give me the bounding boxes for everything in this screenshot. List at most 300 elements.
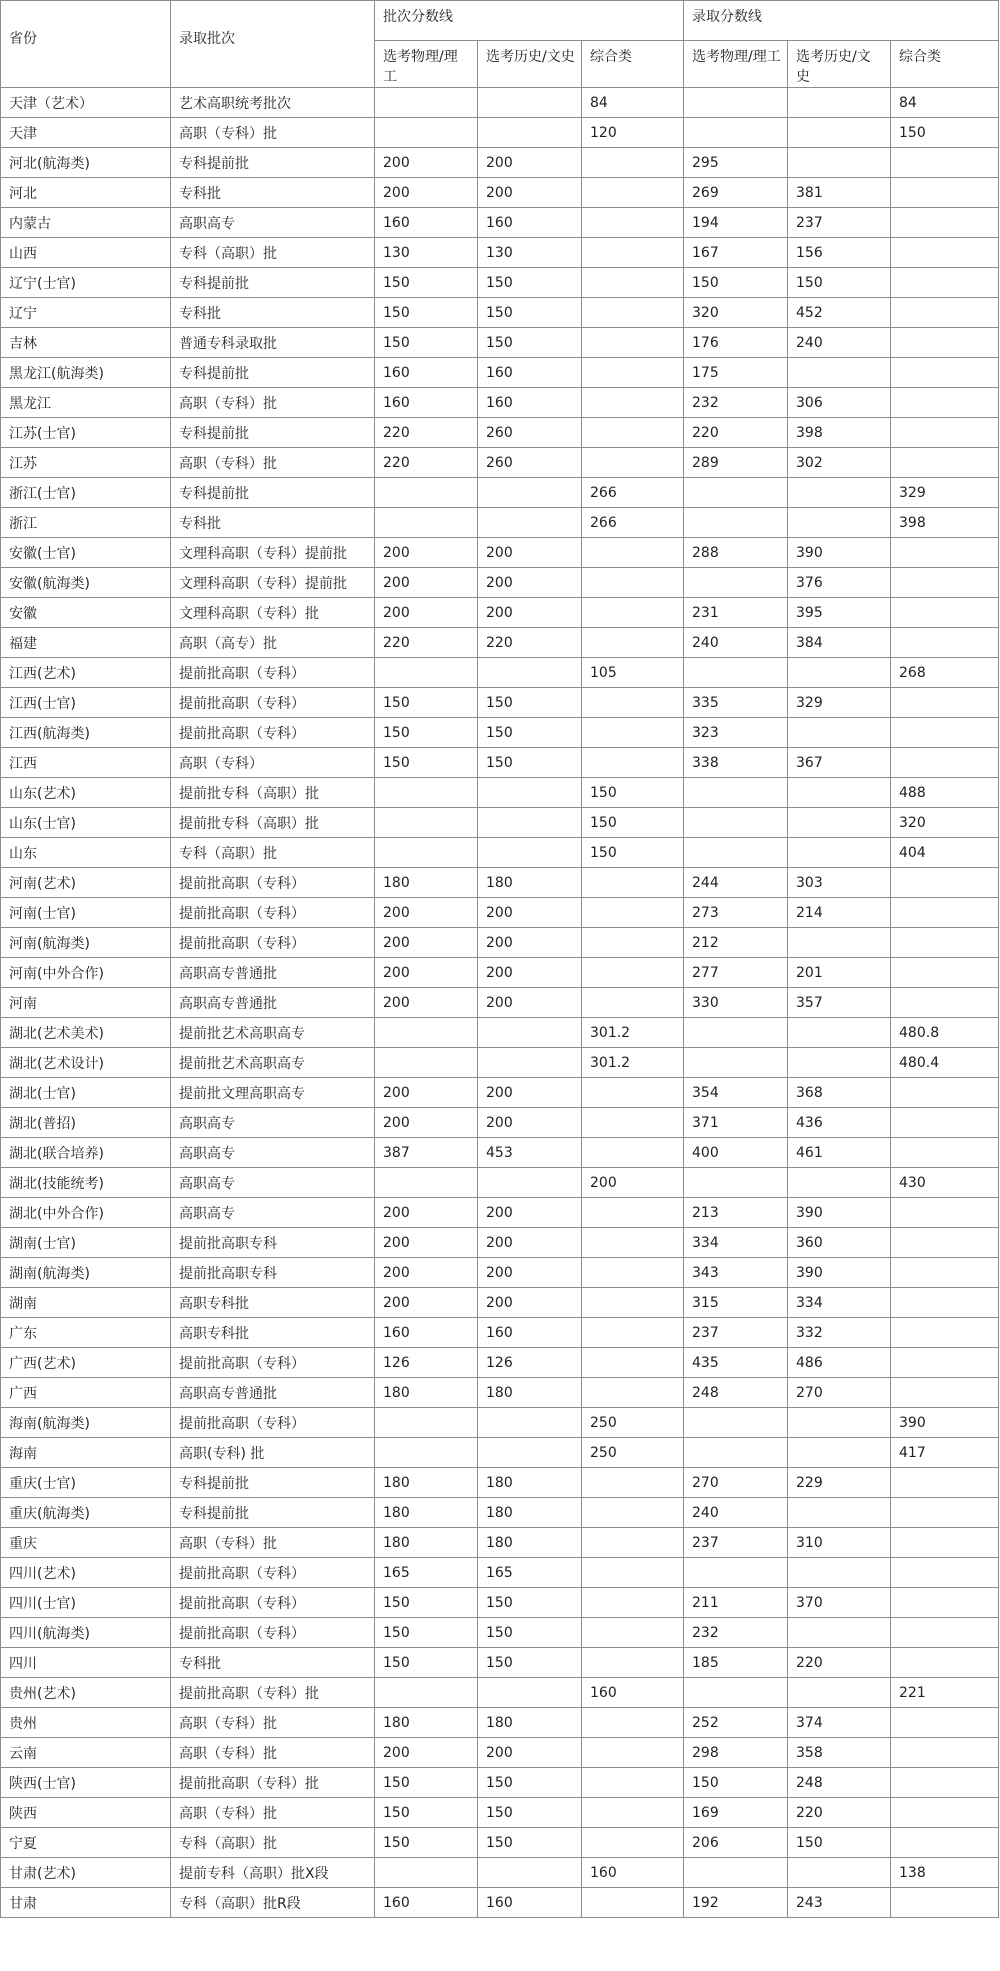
table-row bbox=[1, 1648, 999, 1678]
batch-cell: 高职专科批 bbox=[171, 1288, 375, 1318]
table-row bbox=[1, 418, 999, 448]
admission-history-cell: 150 bbox=[788, 1828, 891, 1858]
batch-history-cell: 150 bbox=[478, 1618, 582, 1648]
table-row bbox=[1, 1498, 999, 1528]
batch-cell: 专科批 bbox=[171, 298, 375, 328]
admission-history-cell: 358 bbox=[788, 1738, 891, 1768]
admission-comprehensive-cell bbox=[891, 868, 999, 898]
table-row bbox=[1, 1528, 999, 1558]
admission-history-cell: 436 bbox=[788, 1108, 891, 1138]
table-row bbox=[1, 1888, 999, 1918]
batch-comprehensive-cell: 301.2 bbox=[582, 1048, 684, 1078]
admission-physics-cell: 338 bbox=[684, 748, 788, 778]
table-row bbox=[1, 1468, 999, 1498]
admission-history-cell bbox=[788, 1438, 891, 1468]
batch-history-cell bbox=[478, 1678, 582, 1708]
admission-comprehensive-cell bbox=[891, 958, 999, 988]
batch-header: 录取批次 bbox=[171, 1, 375, 88]
admission-physics-cell: 212 bbox=[684, 928, 788, 958]
table-row bbox=[1, 1858, 999, 1888]
batch-cell: 提前批高职（专科） bbox=[171, 1558, 375, 1588]
admission-physics-cell: 194 bbox=[684, 208, 788, 238]
admission-comprehensive-cell bbox=[891, 1468, 999, 1498]
admission-history-cell: 334 bbox=[788, 1288, 891, 1318]
table-row bbox=[1, 358, 999, 388]
province-cell: 湖北(艺术美术) bbox=[1, 1018, 171, 1048]
province-cell: 四川 bbox=[1, 1648, 171, 1678]
batch-history-cell: 200 bbox=[478, 568, 582, 598]
province-cell: 山东 bbox=[1, 838, 171, 868]
batch-history-cell bbox=[478, 1168, 582, 1198]
province-cell: 天津 bbox=[1, 118, 171, 148]
batch-physics-cell bbox=[375, 1048, 478, 1078]
table-row bbox=[1, 268, 999, 298]
batch-history-cell: 160 bbox=[478, 1318, 582, 1348]
admission-comprehensive-cell: 390 bbox=[891, 1408, 999, 1438]
admission-history-cell: 390 bbox=[788, 538, 891, 568]
admission-physics-cell: 167 bbox=[684, 238, 788, 268]
batch-physics-cell: 180 bbox=[375, 1498, 478, 1528]
batch-comprehensive-cell: 250 bbox=[582, 1408, 684, 1438]
batch-comprehensive-cell: 160 bbox=[582, 1678, 684, 1708]
batch-physics-cell: 150 bbox=[375, 1768, 478, 1798]
batch-physics-cell: 220 bbox=[375, 418, 478, 448]
province-cell: 宁夏 bbox=[1, 1828, 171, 1858]
admission-physics-cell: 354 bbox=[684, 1078, 788, 1108]
batch-history-cell: 180 bbox=[478, 1708, 582, 1738]
admission-physics-cell: 435 bbox=[684, 1348, 788, 1378]
admission-physics-cell: 192 bbox=[684, 1888, 788, 1918]
table-row bbox=[1, 988, 999, 1018]
batch-cell: 高职专科批 bbox=[171, 1318, 375, 1348]
batch-comprehensive-cell bbox=[582, 268, 684, 298]
batch-comprehensive-cell bbox=[582, 958, 684, 988]
admission-comprehensive-cell bbox=[891, 1498, 999, 1528]
batch-history-cell: 160 bbox=[478, 388, 582, 418]
table-row bbox=[1, 148, 999, 178]
table-row bbox=[1, 718, 999, 748]
batch-cell: 提前批高职（专科） bbox=[171, 898, 375, 928]
admission-physics-cell bbox=[684, 1048, 788, 1078]
batch-comprehensive-cell bbox=[582, 208, 684, 238]
batch-physics-cell: 150 bbox=[375, 718, 478, 748]
province-header: 省份 bbox=[1, 1, 171, 88]
batch-history-cell bbox=[478, 118, 582, 148]
batch-physics-cell: 150 bbox=[375, 1828, 478, 1858]
admission-history-cell bbox=[788, 808, 891, 838]
batch-cell: 专科批 bbox=[171, 1648, 375, 1678]
admission-physics-cell bbox=[684, 808, 788, 838]
admission-history-cell bbox=[788, 928, 891, 958]
admission-comprehensive-cell bbox=[891, 208, 999, 238]
admission-history-cell bbox=[788, 1408, 891, 1438]
batch-physics-cell: 387 bbox=[375, 1138, 478, 1168]
admission-physics-cell: 240 bbox=[684, 1498, 788, 1528]
batch-comprehensive-cell bbox=[582, 328, 684, 358]
admission-comprehensive-cell bbox=[891, 748, 999, 778]
batch-history-cell bbox=[478, 778, 582, 808]
admission-history-cell bbox=[788, 1858, 891, 1888]
admission-comprehensive-cell: 329 bbox=[891, 478, 999, 508]
batch-comprehensive-cell: 301.2 bbox=[582, 1018, 684, 1048]
batch-physics-cell bbox=[375, 118, 478, 148]
admission-comprehensive-cell bbox=[891, 1378, 999, 1408]
batch-history-cell: 150 bbox=[478, 298, 582, 328]
admission-history-cell bbox=[788, 478, 891, 508]
admission-physics-cell: 277 bbox=[684, 958, 788, 988]
batch-comprehensive-cell bbox=[582, 1138, 684, 1168]
province-cell: 湖南(士官) bbox=[1, 1228, 171, 1258]
admission-physics-cell bbox=[684, 658, 788, 688]
batch-comprehensive-cell bbox=[582, 1888, 684, 1918]
admission-history-cell: 384 bbox=[788, 628, 891, 658]
batch-comprehensive-cell bbox=[582, 1738, 684, 1768]
admission-comprehensive-cell: 221 bbox=[891, 1678, 999, 1708]
province-cell: 湖南 bbox=[1, 1288, 171, 1318]
batch-physics-cell: 200 bbox=[375, 988, 478, 1018]
batch-comprehensive-cell bbox=[582, 1198, 684, 1228]
admission-comprehensive-cell bbox=[891, 1108, 999, 1138]
batch-history-cell bbox=[478, 1858, 582, 1888]
admission-history-cell: 150 bbox=[788, 268, 891, 298]
province-cell: 山东(士官) bbox=[1, 808, 171, 838]
province-cell: 浙江(士官) bbox=[1, 478, 171, 508]
table-row bbox=[1, 478, 999, 508]
province-cell: 辽宁 bbox=[1, 298, 171, 328]
admission-history-cell bbox=[788, 718, 891, 748]
admission-comprehensive-cell: 320 bbox=[891, 808, 999, 838]
batch-comprehensive-cell bbox=[582, 448, 684, 478]
batch-cell: 专科批 bbox=[171, 508, 375, 538]
admission-history-cell: 360 bbox=[788, 1228, 891, 1258]
province-cell: 天津（艺术） bbox=[1, 88, 171, 118]
batch-comprehensive-cell bbox=[582, 868, 684, 898]
admission-comprehensive-cell bbox=[891, 1828, 999, 1858]
admission-history-cell: 243 bbox=[788, 1888, 891, 1918]
batch-physics-cell: 160 bbox=[375, 388, 478, 418]
table-row bbox=[1, 1708, 999, 1738]
batch-physics-cell bbox=[375, 1408, 478, 1438]
admission-comprehensive-cell: 404 bbox=[891, 838, 999, 868]
table-row bbox=[1, 958, 999, 988]
batch-history-cell: 220 bbox=[478, 628, 582, 658]
admission-history-cell bbox=[788, 508, 891, 538]
batch-history-cell: 260 bbox=[478, 448, 582, 478]
batch-physics-cell: 150 bbox=[375, 298, 478, 328]
province-cell: 湖北(技能统考) bbox=[1, 1168, 171, 1198]
batch-history-cell: 200 bbox=[478, 598, 582, 628]
batch-physics-cell: 200 bbox=[375, 568, 478, 598]
batch-cell: 提前批高职（专科） bbox=[171, 1408, 375, 1438]
admission-physics-cell: 323 bbox=[684, 718, 788, 748]
admission-physics-cell bbox=[684, 1678, 788, 1708]
table-row bbox=[1, 1618, 999, 1648]
batch-comprehensive-cell bbox=[582, 988, 684, 1018]
admission-comprehensive-cell bbox=[891, 1768, 999, 1798]
batch-history-cell bbox=[478, 1048, 582, 1078]
admission-comprehensive-cell bbox=[891, 1558, 999, 1588]
admission-physics-cell: 400 bbox=[684, 1138, 788, 1168]
province-cell: 湖北(中外合作) bbox=[1, 1198, 171, 1228]
batch-physics-cell: 200 bbox=[375, 1738, 478, 1768]
table-row bbox=[1, 508, 999, 538]
admission-history-cell: 303 bbox=[788, 868, 891, 898]
province-cell: 湖北(联合培养) bbox=[1, 1138, 171, 1168]
table-row bbox=[1, 1678, 999, 1708]
batch-comprehensive-cell bbox=[582, 388, 684, 418]
admission-physics-cell: 273 bbox=[684, 898, 788, 928]
table-row bbox=[1, 1078, 999, 1108]
table-row bbox=[1, 1828, 999, 1858]
batch-history-cell bbox=[478, 478, 582, 508]
table-row bbox=[1, 568, 999, 598]
admission-comprehensive-cell: 398 bbox=[891, 508, 999, 538]
province-cell: 四川(航海类) bbox=[1, 1618, 171, 1648]
table-row bbox=[1, 688, 999, 718]
batch-comprehensive-cell: 266 bbox=[582, 508, 684, 538]
batch-cell: 提前批艺术高职高专 bbox=[171, 1048, 375, 1078]
admission-physics-cell: 220 bbox=[684, 418, 788, 448]
province-cell: 湖南(航海类) bbox=[1, 1258, 171, 1288]
admission-comprehensive-cell bbox=[891, 1138, 999, 1168]
admission-physics-cell bbox=[684, 1558, 788, 1588]
admission-physics-cell: 295 bbox=[684, 148, 788, 178]
admission-history-cell: 395 bbox=[788, 598, 891, 628]
admission-comprehensive-cell bbox=[891, 1708, 999, 1738]
admission-comprehensive-cell bbox=[891, 598, 999, 628]
batch-comprehensive-cell bbox=[582, 1318, 684, 1348]
batch-physics-cell: 200 bbox=[375, 1108, 478, 1138]
province-cell: 山东(艺术) bbox=[1, 778, 171, 808]
batch-physics-cell: 200 bbox=[375, 1228, 478, 1258]
admission-physics-cell: 320 bbox=[684, 298, 788, 328]
batch-comprehensive-cell bbox=[582, 358, 684, 388]
batch-history-cell: 200 bbox=[478, 958, 582, 988]
batch-history-cell bbox=[478, 658, 582, 688]
province-cell: 四川(艺术) bbox=[1, 1558, 171, 1588]
batch-physics-cell bbox=[375, 1858, 478, 1888]
province-cell: 贵州 bbox=[1, 1708, 171, 1738]
province-cell: 重庆 bbox=[1, 1528, 171, 1558]
batch-history-cell: 180 bbox=[478, 1498, 582, 1528]
batch-comprehensive-cell: 150 bbox=[582, 778, 684, 808]
admission-comprehensive-cell bbox=[891, 1648, 999, 1678]
batch-history-cell: 150 bbox=[478, 1798, 582, 1828]
batch-cell: 高职高专 bbox=[171, 1108, 375, 1138]
admission-physics-cell bbox=[684, 1438, 788, 1468]
batch-physics-cell bbox=[375, 1678, 478, 1708]
batch-comprehensive-cell bbox=[582, 1078, 684, 1108]
batch-history-cell: 200 bbox=[478, 148, 582, 178]
table-body bbox=[1, 88, 999, 1918]
province-cell: 浙江 bbox=[1, 508, 171, 538]
batch-history-cell: 150 bbox=[478, 688, 582, 718]
batch-history-cell: 150 bbox=[478, 748, 582, 778]
batch-physics-cell: 150 bbox=[375, 688, 478, 718]
batch-physics-cell: 200 bbox=[375, 148, 478, 178]
table-row bbox=[1, 838, 999, 868]
batch-cell: 文理科高职（专科）提前批 bbox=[171, 568, 375, 598]
admission-comprehensive-cell bbox=[891, 1618, 999, 1648]
admission-history-cell bbox=[788, 658, 891, 688]
admission-physics-cell: 252 bbox=[684, 1708, 788, 1738]
batch-physics-cell: 200 bbox=[375, 538, 478, 568]
table-row bbox=[1, 1138, 999, 1168]
province-cell: 福建 bbox=[1, 628, 171, 658]
admission-comprehensive-cell bbox=[891, 358, 999, 388]
batch-cell: 提前批文理高职高专 bbox=[171, 1078, 375, 1108]
batch-cell: 专科批 bbox=[171, 178, 375, 208]
batch-cell: 提前批专科（高职）批 bbox=[171, 778, 375, 808]
batch-physics-cell: 200 bbox=[375, 1198, 478, 1228]
batch-physics-cell: 150 bbox=[375, 1588, 478, 1618]
province-cell: 吉林 bbox=[1, 328, 171, 358]
admission-physics-cell: 169 bbox=[684, 1798, 788, 1828]
batch-comprehensive-header: 综合类 bbox=[582, 41, 684, 88]
admission-physics-cell: 343 bbox=[684, 1258, 788, 1288]
batch-physics-cell bbox=[375, 508, 478, 538]
batch-cell: 高职高专 bbox=[171, 1168, 375, 1198]
batch-comprehensive-cell bbox=[582, 628, 684, 658]
admission-history-cell bbox=[788, 358, 891, 388]
admission-physics-cell bbox=[684, 568, 788, 598]
batch-physics-cell: 130 bbox=[375, 238, 478, 268]
province-cell: 海南(航海类) bbox=[1, 1408, 171, 1438]
batch-physics-cell: 220 bbox=[375, 628, 478, 658]
admission-history-header: 选考历史/文史 bbox=[788, 41, 891, 88]
batch-history-cell: 200 bbox=[478, 1108, 582, 1138]
admission-history-cell: 240 bbox=[788, 328, 891, 358]
batch-comprehensive-cell bbox=[582, 418, 684, 448]
province-cell: 江苏(士官) bbox=[1, 418, 171, 448]
batch-comprehensive-cell bbox=[582, 718, 684, 748]
batch-cell: 高职高专 bbox=[171, 1138, 375, 1168]
batch-comprehensive-cell bbox=[582, 748, 684, 778]
province-cell: 广西(艺术) bbox=[1, 1348, 171, 1378]
admission-comprehensive-cell: 84 bbox=[891, 88, 999, 118]
table-row bbox=[1, 1048, 999, 1078]
batch-history-cell: 160 bbox=[478, 208, 582, 238]
batch-cell: 提前批高职（专科） bbox=[171, 868, 375, 898]
batch-cell: 高职(专科) 批 bbox=[171, 1438, 375, 1468]
admission-comprehensive-cell bbox=[891, 238, 999, 268]
batch-physics-cell: 160 bbox=[375, 1318, 478, 1348]
admission-physics-cell: 237 bbox=[684, 1528, 788, 1558]
batch-history-cell: 150 bbox=[478, 268, 582, 298]
admission-history-cell: 461 bbox=[788, 1138, 891, 1168]
batch-cell: 专科提前批 bbox=[171, 268, 375, 298]
batch-comprehensive-cell bbox=[582, 238, 684, 268]
admission-physics-cell bbox=[684, 838, 788, 868]
admission-physics-cell: 288 bbox=[684, 538, 788, 568]
admission-comprehensive-cell: 138 bbox=[891, 1858, 999, 1888]
table-row bbox=[1, 448, 999, 478]
batch-history-cell: 260 bbox=[478, 418, 582, 448]
admission-physics-header: 选考物理/理工 bbox=[684, 41, 788, 88]
batch-physics-cell: 180 bbox=[375, 868, 478, 898]
batch-comprehensive-cell bbox=[582, 1348, 684, 1378]
admission-comprehensive-cell bbox=[891, 1198, 999, 1228]
province-cell: 江苏 bbox=[1, 448, 171, 478]
admission-physics-cell: 334 bbox=[684, 1228, 788, 1258]
batch-physics-cell bbox=[375, 1018, 478, 1048]
province-cell: 重庆(航海类) bbox=[1, 1498, 171, 1528]
batch-comprehensive-cell: 160 bbox=[582, 1858, 684, 1888]
batch-physics-header: 选考物理/理工 bbox=[375, 41, 478, 88]
province-cell: 安徽 bbox=[1, 598, 171, 628]
batch-cell: 高职（专科） bbox=[171, 748, 375, 778]
admission-comprehensive-cell bbox=[891, 1318, 999, 1348]
admission-history-cell bbox=[788, 1618, 891, 1648]
admission-history-cell bbox=[788, 1168, 891, 1198]
batch-comprehensive-cell: 250 bbox=[582, 1438, 684, 1468]
admission-line-group-header: 录取分数线 bbox=[684, 1, 999, 41]
table-row bbox=[1, 328, 999, 358]
table-row bbox=[1, 1378, 999, 1408]
batch-cell: 高职高专普通批 bbox=[171, 988, 375, 1018]
batch-cell: 提前批高职（专科） bbox=[171, 1618, 375, 1648]
province-cell: 云南 bbox=[1, 1738, 171, 1768]
admission-physics-cell: 269 bbox=[684, 178, 788, 208]
admission-comprehensive-cell bbox=[891, 1228, 999, 1258]
batch-history-cell: 200 bbox=[478, 928, 582, 958]
table-row bbox=[1, 598, 999, 628]
batch-physics-cell bbox=[375, 808, 478, 838]
batch-history-cell: 160 bbox=[478, 1888, 582, 1918]
batch-comprehensive-cell bbox=[582, 178, 684, 208]
admission-physics-cell bbox=[684, 1168, 788, 1198]
admission-comprehensive-cell bbox=[891, 388, 999, 418]
batch-physics-cell: 150 bbox=[375, 1798, 478, 1828]
admission-physics-cell bbox=[684, 508, 788, 538]
admission-comprehensive-cell bbox=[891, 1288, 999, 1318]
table-row bbox=[1, 1198, 999, 1228]
batch-history-cell: 160 bbox=[478, 358, 582, 388]
batch-physics-cell: 165 bbox=[375, 1558, 478, 1588]
admission-comprehensive-cell bbox=[891, 1798, 999, 1828]
batch-physics-cell: 200 bbox=[375, 1258, 478, 1288]
province-cell: 黑龙江 bbox=[1, 388, 171, 418]
batch-comprehensive-cell: 150 bbox=[582, 808, 684, 838]
batch-history-header: 选考历史/文史 bbox=[478, 41, 582, 88]
batch-physics-cell: 150 bbox=[375, 328, 478, 358]
admission-history-cell: 270 bbox=[788, 1378, 891, 1408]
admission-history-cell bbox=[788, 1558, 891, 1588]
table-row bbox=[1, 778, 999, 808]
batch-history-cell bbox=[478, 88, 582, 118]
admission-comprehensive-cell bbox=[891, 418, 999, 448]
batch-history-cell: 150 bbox=[478, 1648, 582, 1678]
batch-comprehensive-cell: 120 bbox=[582, 118, 684, 148]
province-cell: 陕西 bbox=[1, 1798, 171, 1828]
batch-physics-cell: 150 bbox=[375, 1648, 478, 1678]
admission-history-cell bbox=[788, 1018, 891, 1048]
batch-physics-cell: 200 bbox=[375, 958, 478, 988]
admission-history-cell: 214 bbox=[788, 898, 891, 928]
batch-physics-cell bbox=[375, 1168, 478, 1198]
batch-physics-cell: 200 bbox=[375, 1288, 478, 1318]
admission-history-cell bbox=[788, 118, 891, 148]
admission-history-cell bbox=[788, 148, 891, 178]
admission-history-cell: 329 bbox=[788, 688, 891, 718]
batch-comprehensive-cell bbox=[582, 148, 684, 178]
batch-cell: 提前批专科（高职）批 bbox=[171, 808, 375, 838]
province-cell: 黑龙江(航海类) bbox=[1, 358, 171, 388]
batch-comprehensive-cell bbox=[582, 688, 684, 718]
batch-physics-cell: 180 bbox=[375, 1468, 478, 1498]
admission-comprehensive-cell bbox=[891, 1888, 999, 1918]
admission-comprehensive-cell bbox=[891, 268, 999, 298]
